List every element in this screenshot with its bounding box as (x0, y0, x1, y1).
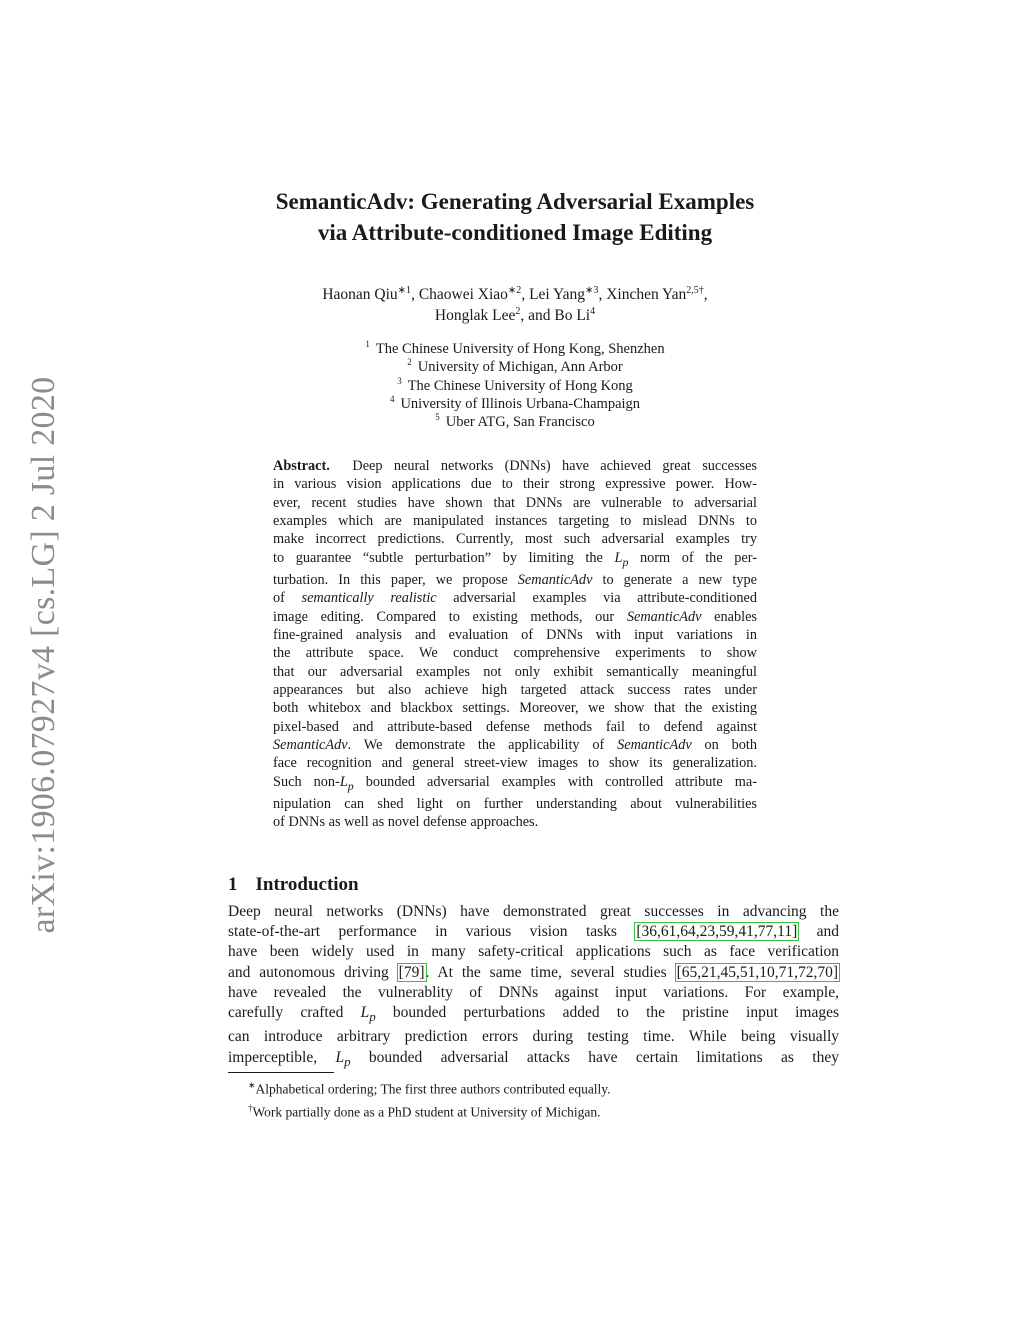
abstract-line: make incorrect predictions. Currently, most such adversarial examples try (273, 531, 757, 548)
abstract-text: on both (704, 737, 758, 754)
method-name: SemanticAdv (626, 608, 702, 625)
math-symbol: $L_p$ (335, 1048, 351, 1069)
footnote (248, 1076, 808, 1099)
abstract-text: norm of the per- (639, 549, 757, 566)
abstract-line: both whitebox and blackbox settings. Moreover, we show that the existing (273, 700, 757, 717)
abstract-text: of (273, 590, 285, 607)
abstract-label: Abstract. (273, 458, 330, 474)
abstract-line (273, 549, 757, 571)
abstract-text: . We demonstrate the applicability of (347, 737, 605, 754)
author-marker: 4 (590, 305, 596, 317)
affiliation-text: University of Michigan, Ann Arbor (417, 359, 623, 376)
abstract-line (273, 608, 757, 626)
paper-title (230, 186, 800, 248)
arxiv-identifier: arXiv:1906.07927v4 [cs.LG] 2 Jul 2020 (25, 376, 62, 934)
abstract-line: in various vision applications due to their strong expressive power. How- (273, 476, 757, 493)
author-marker: ∗2 (507, 284, 522, 296)
abstract-text: turbation. In this paper, we propose (273, 571, 508, 588)
abstract-line (273, 457, 757, 475)
body-text: carefully crafted (228, 1004, 344, 1022)
citation-link[interactable]: [36,61,64,23,59,41,77,11] (636, 923, 798, 941)
body-line (228, 1048, 839, 1072)
abstract-line: the attribute space. We conduct comprehensive experiments to show (273, 645, 757, 662)
body-line (228, 963, 839, 983)
footnote-text: Work partially done as a PhD student at University of Michigan. (252, 1104, 601, 1119)
abstract-line: nipulation can shed light on further understanding about vulnerabilities (273, 795, 757, 812)
author-name: Chaowei Xiao (418, 286, 508, 303)
author-marker: 2 (515, 305, 521, 317)
affiliation-text: University of Illinois Urbana-Champaign (400, 395, 641, 412)
body-text: . At the same time, several studies (425, 963, 667, 981)
abstract-line: pixel-based and attribute-based defense methods fail to defend against (273, 718, 757, 735)
method-name: SemanticAdv (517, 571, 593, 588)
author-name: Honglak Lee (434, 307, 516, 324)
abstract-line: face recognition and general street-view images to show its generalization. (273, 755, 757, 772)
body-text: and autonomous driving (228, 963, 389, 981)
affiliation-text: Uber ATG, San Francisco (445, 414, 595, 431)
affiliation-list (270, 340, 760, 431)
body-text: bounded perturbations added to the pristine input images (392, 1004, 840, 1022)
footnote-text: Alphabetical ordering; The first three authors contributed equally. (255, 1081, 611, 1097)
introduction-body (228, 902, 839, 1072)
math-symbol: $L_p$ (360, 1004, 376, 1025)
affiliation-number: 3 (397, 375, 402, 386)
author-line: Haonan Qiu$^{∗1}$, Chaowei Xiao$^{∗2}$, Lei Yang$^{∗3}$, Xinchen Yan$^{2,5\dagger}$, (322, 284, 708, 303)
title-line: via Attribute-conditioned Image Editing (317, 220, 713, 245)
author-line: Honglak Lee$^2$, and Bo Li$^4$ (434, 305, 596, 324)
body-line (228, 1003, 839, 1027)
affiliation (270, 340, 760, 358)
abstract-text: to generate a new type (602, 571, 758, 588)
footnote (248, 1099, 808, 1122)
footnote-rule (228, 1072, 334, 1073)
citation-link[interactable]: [65,21,45,51,10,71,72,70] (676, 963, 839, 981)
abstract-line: examples which are manipulated instances targeting to mislead DNNs to (273, 513, 757, 530)
abstract (273, 457, 757, 832)
affiliation (270, 358, 760, 376)
footnote-mark: † (248, 1102, 253, 1113)
method-name: SemanticAdv (273, 737, 348, 754)
body-text: and (816, 923, 840, 941)
abstract-text: adversarial examples via attribute-conditioned (453, 590, 757, 607)
body-line: have revealed the vulnerablity of DNNs against input variations. For example, (228, 983, 839, 1001)
author-name: Bo Li (554, 307, 591, 324)
author-marker: ∗1 (397, 284, 412, 296)
body-text: imperceptible, (228, 1048, 318, 1066)
abstract-text: to guarantee “subtle perturbation” by limiting the (273, 549, 603, 566)
footnote-mark: ∗ (248, 1080, 256, 1090)
title-line: SemanticAdv: Generating Adversarial Examples (275, 189, 755, 214)
abstract-line (273, 571, 757, 589)
abstract-line (273, 773, 757, 795)
method-name: SemanticAdv (617, 737, 692, 754)
abstract-line: ever, recent studies have shown that DNNs are vulnerable to adversarial (273, 494, 757, 511)
affiliation (270, 377, 760, 395)
math-symbol: $L_p$ (339, 773, 354, 793)
abstract-line: of DNNs as well as novel defense approaches. (273, 814, 539, 831)
body-text: state-of-the-art performance in various vision tasks (228, 923, 617, 941)
author-name: Xinchen Yan (606, 286, 687, 303)
body-line: Deep neural networks (DNNs) have demonstrated great successes in advancing the (228, 903, 839, 920)
author-marker: ∗3 (585, 284, 599, 296)
abstract-line (273, 589, 757, 607)
affiliation-number: 2 (407, 357, 412, 368)
affiliation (270, 395, 760, 413)
author-name: Haonan Qiu (322, 286, 398, 303)
author-name: Lei Yang (529, 286, 586, 303)
affiliation-number: 4 (389, 394, 395, 405)
body-line: have been widely used in many safety-critical applications such as face verification (228, 943, 839, 961)
author-list (240, 284, 790, 326)
author-conjunction: and (528, 307, 551, 324)
citation-link[interactable]: [79] (398, 963, 425, 981)
emphasis: semantically realistic (301, 590, 437, 607)
abstract-line (273, 736, 757, 754)
section-number: 1 (228, 874, 238, 895)
abstract-text: Deep neural networks (DNNs) have achieved great successes (352, 458, 757, 474)
abstract-line: appearances but also achieve high targeted attack success rates under (273, 681, 757, 698)
footnotes (248, 1076, 808, 1121)
affiliation-text: The Chinese University of Hong Kong, Shenzhen (375, 341, 665, 357)
abstract-text: image editing. Compared to existing methods, our (273, 608, 615, 625)
section-heading (228, 874, 359, 896)
body-text: bounded adversarial attacks have certain limitations as they (368, 1048, 839, 1066)
affiliation (270, 413, 760, 431)
affiliation-number: 1 (365, 339, 370, 350)
affiliation-text: The Chinese University of Hong Kong (407, 377, 633, 394)
section-title: Introduction (255, 874, 359, 895)
abstract-line: that our adversarial examples not only exhibit semantically meaningful (273, 663, 757, 680)
abstract-text: bounded adversarial examples with controlled attribute ma- (365, 773, 757, 790)
author-marker: 2,5† (686, 284, 704, 296)
body-line (228, 922, 839, 942)
affiliation-number: 5 (435, 412, 440, 423)
abstract-text: enables (714, 608, 757, 625)
abstract-line: fine-grained analysis and evaluation of DNNs with input variations in (273, 626, 757, 643)
math-symbol: $L_p$ (614, 549, 629, 569)
abstract-text: Such non- (273, 773, 340, 790)
body-line: can introduce arbitrary prediction errors during testing time. While being visually (228, 1028, 839, 1046)
